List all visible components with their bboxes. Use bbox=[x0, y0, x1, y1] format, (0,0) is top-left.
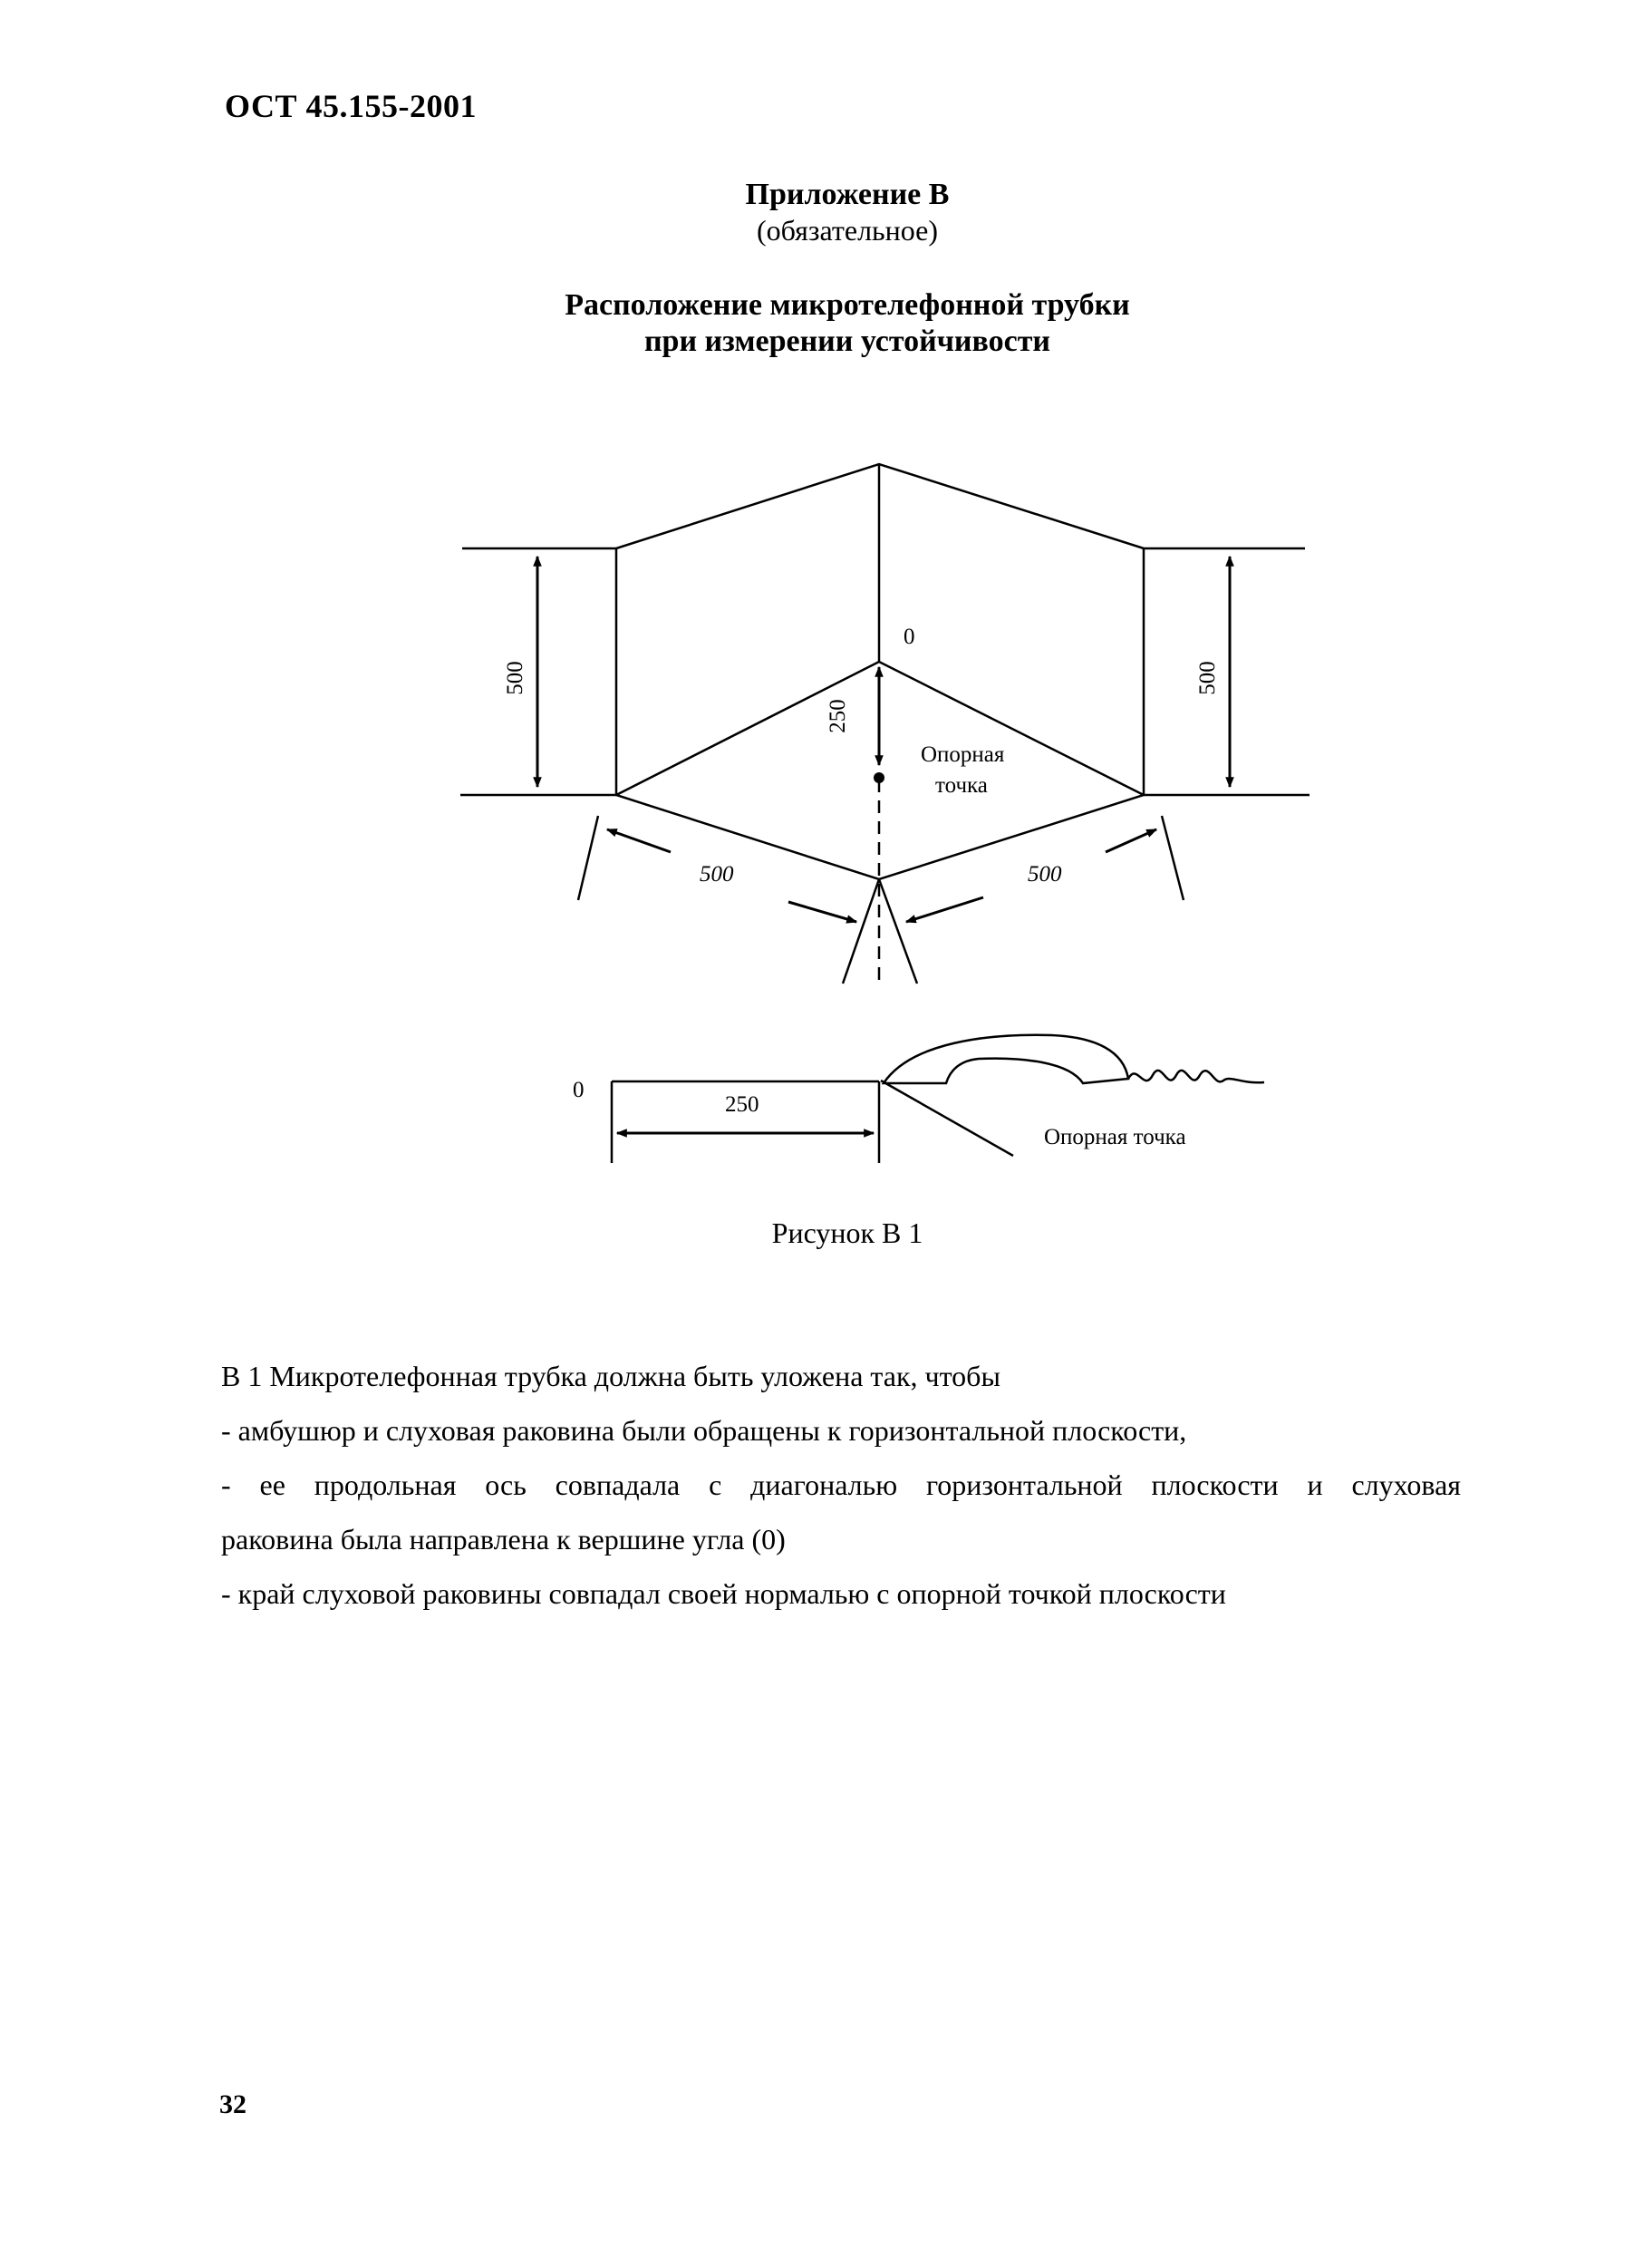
ref-point-leader-line bbox=[881, 1081, 1013, 1156]
figure-caption: Рисунок В 1 bbox=[771, 1216, 923, 1249]
ref-point-label-line1: Опорная bbox=[921, 742, 1005, 767]
paragraph-line-1: В 1 Микротелефонная трубка должна быть уложена так, чтобы bbox=[221, 1360, 1000, 1392]
appendix-title: Приложение В bbox=[745, 178, 950, 211]
page-number: 32 bbox=[219, 2089, 246, 2119]
dim-lower-left-label: 500 bbox=[700, 862, 734, 887]
dim-lower-right-arrow-b bbox=[906, 897, 983, 922]
origin-label-bottom: 0 bbox=[573, 1078, 585, 1102]
appendix-note: (обязательное) bbox=[757, 214, 938, 247]
handset-outline bbox=[884, 1035, 1128, 1083]
v-right-line bbox=[879, 879, 917, 984]
v-left-line bbox=[843, 879, 879, 984]
handset-cord bbox=[1128, 1071, 1264, 1082]
dim-lower-right-arrow-a bbox=[1106, 829, 1156, 852]
right-leg-line bbox=[1162, 816, 1184, 900]
ref-point-label-line2: точка bbox=[935, 773, 988, 798]
paragraph-line-5: - край слуховой раковины совпадал своей нормалью с опорной точкой плоскости bbox=[221, 1577, 1226, 1610]
dim-bottom-horizontal-label: 250 bbox=[725, 1092, 759, 1117]
document-code: ОСТ 45.155-2001 bbox=[225, 88, 477, 124]
appendix-heading-line2: при измерении устойчивости bbox=[643, 325, 1051, 358]
ref-point-dot bbox=[874, 772, 884, 783]
dim-lower-left-arrow-b bbox=[788, 902, 856, 922]
left-leg-line bbox=[578, 816, 598, 900]
dim-center-vertical-label: 250 bbox=[826, 699, 850, 733]
dim-lower-left-arrow-a bbox=[607, 829, 671, 852]
paragraph-line-3: - ее продольная ось совпадала с диагональю горизонтальной плоскости и слуховая bbox=[221, 1468, 1461, 1501]
appendix-heading-line1: Расположение микротелефонной трубки bbox=[565, 288, 1130, 322]
dim-left-vertical-label: 500 bbox=[503, 661, 527, 695]
dim-right-vertical-label: 500 bbox=[1195, 661, 1220, 695]
ref-point-label-bottom: Опорная точка bbox=[1044, 1125, 1186, 1149]
origin-label-top: 0 bbox=[904, 625, 915, 649]
roof-outline bbox=[462, 464, 1305, 548]
paragraph-line-4: раковина была направлена к вершине угла (0) bbox=[221, 1523, 786, 1556]
dim-lower-right-label: 500 bbox=[1028, 862, 1062, 887]
paragraph-line-2: - амбушюр и слуховая раковина были обращены к горизонтальной плоскости, bbox=[221, 1414, 1187, 1447]
